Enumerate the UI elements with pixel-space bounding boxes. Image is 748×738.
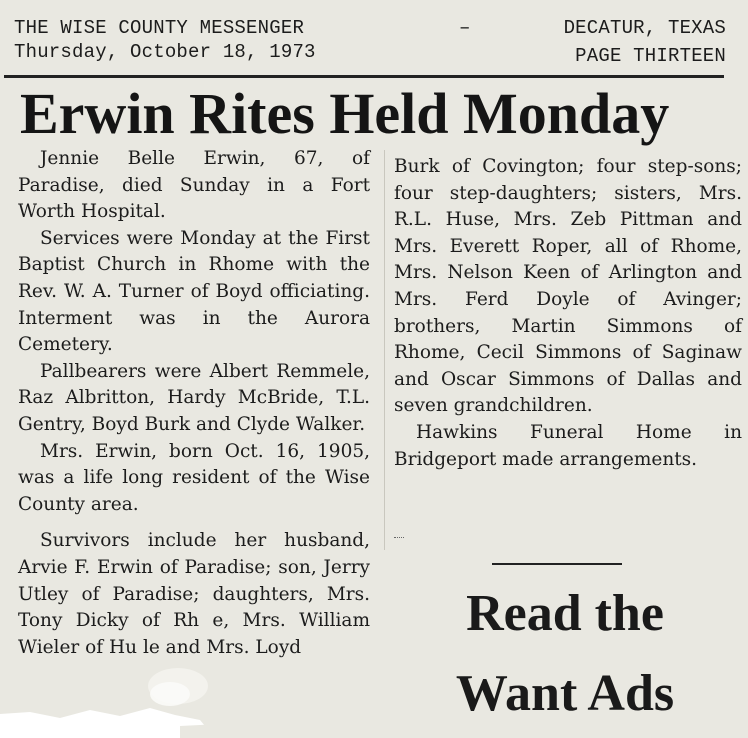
paper-smudge	[142, 664, 212, 710]
ad-line: Want Ads	[455, 665, 675, 722]
masthead-dash: –	[459, 17, 471, 39]
article-paragraph: Mrs. Erwin, born Oct. 16, 1905, was a life long resident of the Wise County area.	[18, 440, 370, 515]
dotted-mark	[394, 537, 404, 538]
article-paragraph: Burk of Covington; four step-sons; four step-daughters; sisters, Mrs. R.L. Huse, Mrs. Zeb Pittman and Mrs. Everett Roper, all of Rhome, Mrs. Nelson Keen of Arlington and Mrs. Ferd Doyle of Avinger; brothers, Martin Simmons of Rhome, Cecil Simmons of Saginaw and Oscar Simmons of Dallas and seven grandchildren.	[394, 156, 742, 417]
torn-edge	[0, 706, 748, 738]
dateline-city: DECATUR, TEXAS	[563, 17, 726, 39]
article-column-right	[394, 154, 742, 473]
ad-line: Read the	[466, 585, 664, 642]
article-paragraph: Hawkins Funeral Home in Bridgeport made arrangements.	[394, 421, 742, 470]
newspaper-name: THE WISE COUNTY MESSENGER	[14, 17, 305, 39]
column-divider	[384, 150, 385, 550]
article-column-left	[18, 146, 370, 661]
masthead	[14, 16, 726, 74]
masthead-rule	[4, 75, 724, 78]
article-paragraph: Pallbearers were Albert Remmele, Raz Albritton, Hardy McBride, T.L. Gentry, Boyd Burk and Clyde Walker.	[18, 360, 370, 435]
page-number: PAGE THIRTEEN	[575, 45, 726, 67]
article-paragraph: Jennie Belle Erwin, 67, of Paradise, died Sunday in a Fort Worth Hospital.	[18, 148, 370, 223]
headline: Erwin Rites Held Monday	[20, 81, 670, 146]
article-paragraph: Survivors include her husband, Arvie F. Erwin of Paradise; son, Jerry Utley of Paradise; daughters, Mrs. Tony Dicky of Rh e, Mrs. William Wieler of Hu le and Mrs. Loyd	[18, 530, 370, 658]
article-paragraph: Services were Monday at the First Baptist Church in Rhome with the Rev. W. A. Turner of Boyd officiating. Interment was in the Aurora Cemetery.	[18, 227, 370, 356]
ad-rule	[492, 563, 622, 565]
issue-date: Thursday, October 18, 1973	[14, 41, 316, 63]
